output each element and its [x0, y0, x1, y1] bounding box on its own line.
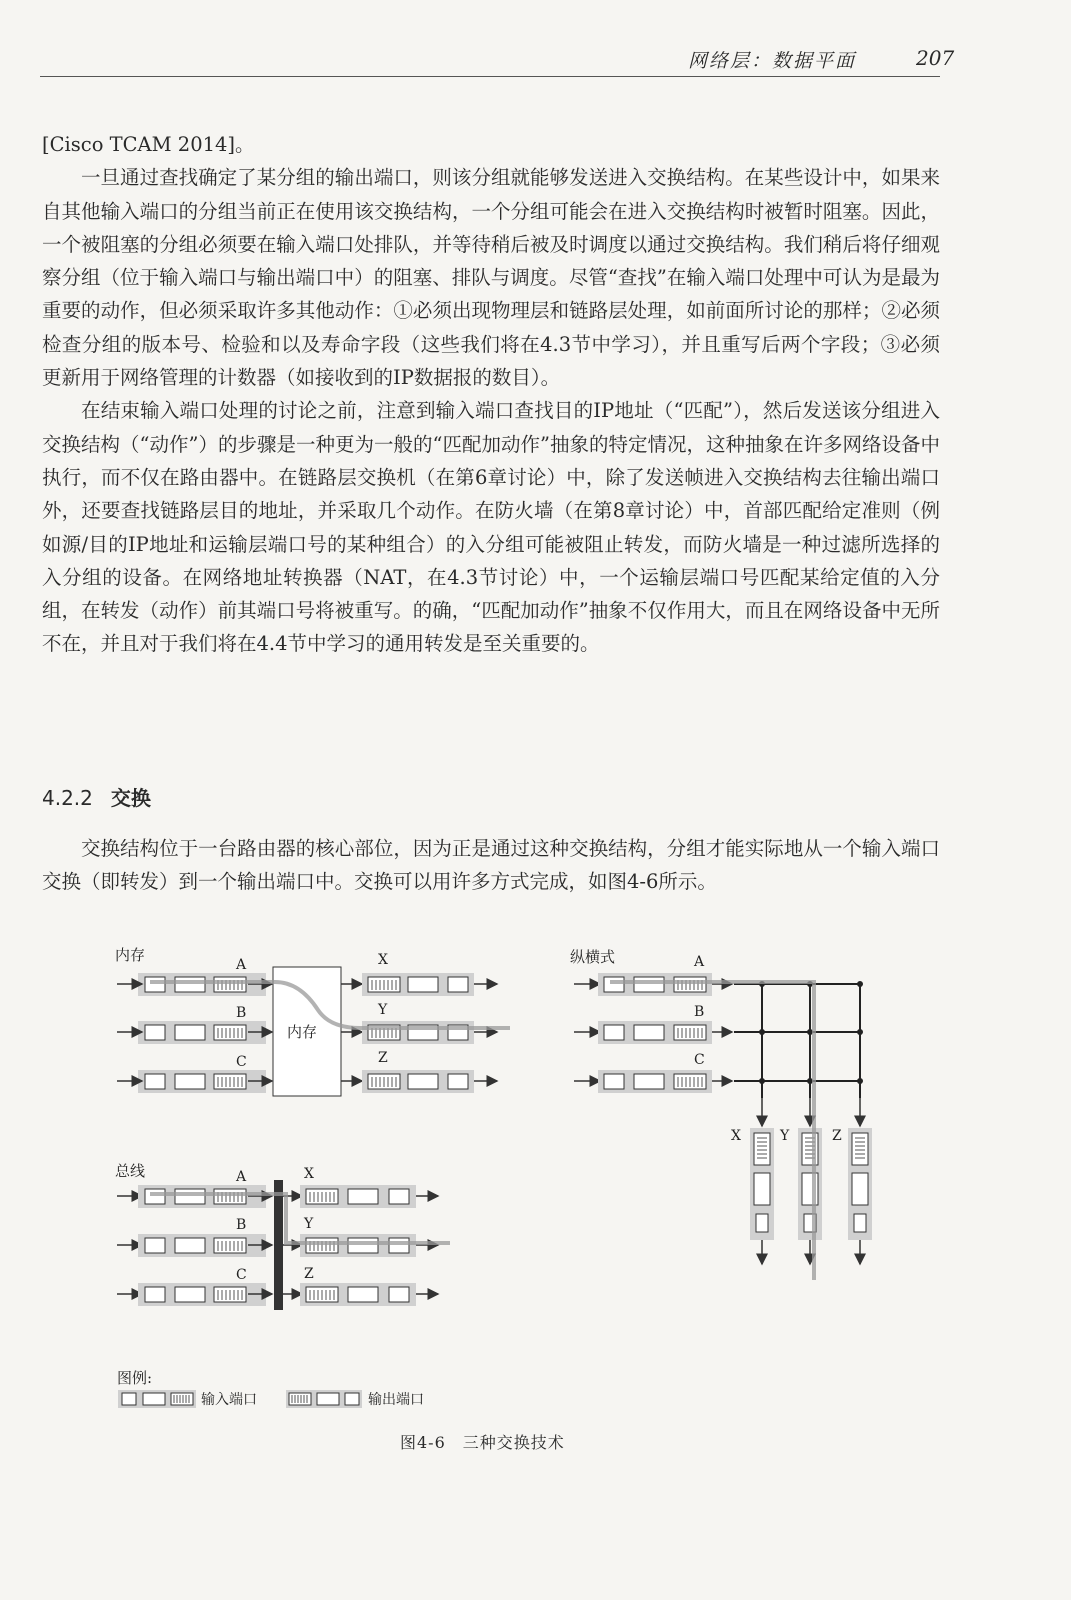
figure-caption: 图4-6 三种交换技术: [400, 1433, 565, 1452]
bus-input-a-label: A: [236, 1169, 247, 1185]
bus-input-port-b: [117, 1217, 272, 1257]
bus-panel-label: 总线: [115, 1162, 146, 1180]
crossbar-output-y-label: Y: [780, 1128, 790, 1144]
crossbar-output-port-z: [832, 1128, 872, 1264]
memory-input-b-label: B: [236, 1005, 247, 1021]
memory-input-c-label: C: [236, 1054, 247, 1070]
running-title: 网络层：数据平面: [688, 50, 857, 72]
crossbar-input-port-b: [574, 1004, 732, 1044]
bus-output-x-label: X: [304, 1166, 314, 1182]
bus-output-port-x: [283, 1166, 438, 1208]
section-title: 交换: [110, 786, 151, 810]
bus-output-port-y: [283, 1216, 438, 1257]
memory-output-z-label: Z: [378, 1050, 388, 1066]
paragraph-2: 在结束输入端口处理的讨论之前，注意到输入端口查找目的IP地址（“匹配”），然后发送该分组进入交换结构（“动作”）的步骤是一种更为一般的“匹配加动作”抽象的特定情况，这种抽象在许多网络设备中执行，而不仅在路由器中。在链路层交换机（在第6章讨论）中，除了发送帧进入交换结构去往输出端口外，还要查找链路层目的地址，并采取几个动作。在防火墙（在第8章讨论）中，首部匹配给定准则（例如源/目的IP地址和运输层端口号的某种组合）的入分组可能被阻止转发，而防火墙是一种过滤所选择的入分组的设备。在网络地址转换器（NAT，在4.3节讨论）中，一个运输层端口号匹配某给定值的入分组，在转发（动作）前其端口号将被重写。的确，“匹配加动作”抽象不仅作用大，而且在网络设备中无所不在，并且对于我们将在4.4节中学习的通用转发是至关重要的。: [42, 399, 940, 656]
memory-panel: [117, 952, 510, 1096]
memory-input-a-label: A: [236, 957, 247, 973]
bus-output-y-label: Y: [304, 1216, 314, 1232]
crossbar-output-z-label: Z: [832, 1128, 842, 1144]
crossbar-input-port-c: [574, 1052, 732, 1093]
crossbar-panel-label: 纵横式: [570, 948, 616, 966]
paragraph-1: 一旦通过查找确定了某分组的输出端口，则该分组就能够发送进入交换结构。在某些设计中，如果来自其他输入端口的分组当前正在使用该交换结构，一个分组可能会在进入交换结构时被暂时阻塞。因此，一个被阻塞的分组必须要在输入端口处排队，并等待稍后被及时调度以通过交换结构。我们稍后将仔细观察分组（位于输入端口与输出端口中）的阻塞、排队与调度。尽管“查找”在输入端口处理中可认为是最为重要的动作，但必须采取许多其他动作：①必须出现物理层和链路层处理，如前面所讨论的那样；②必须检查分组的版本号、检验和以及寿命字段（这些我们将在4.3节中学习），并且重写后两个字段；③必须更新用于网络管理的计数器（如接收到的IP数据报的数目）。: [42, 166, 940, 390]
memory-input-port-b: [117, 1005, 272, 1044]
paragraph-citation: [Cisco TCAM 2014]。: [42, 133, 255, 156]
bus-input-c-label: C: [236, 1267, 247, 1283]
bus-input-port-c: [117, 1267, 272, 1306]
memory-panel-label: 内存: [115, 946, 146, 964]
bus-output-z-label: Z: [304, 1266, 314, 1282]
bus-panel: [117, 1166, 450, 1310]
page-number: 207: [916, 46, 955, 70]
memory-input-port-c: [117, 1054, 272, 1093]
crossbar-grid: [734, 984, 862, 1098]
legend-output-port-label: 输出端口: [368, 1392, 424, 1408]
crossbar-output-x-label: X: [731, 1128, 741, 1144]
crossbar-input-a-label: A: [694, 954, 705, 970]
legend-input-port-label: 输入端口: [201, 1392, 257, 1408]
memory-output-port-x: [341, 952, 497, 996]
paragraph-3: 交换结构位于一台路由器的核心部位，因为正是通过这种交换结构，分组才能实际地从一个输入端口交换（即转发）到一个输出端口中。交换可以用许多方式完成，如图4-6所示。: [42, 837, 940, 894]
bus-output-port-z: [283, 1266, 438, 1306]
legend-title: 图例:: [117, 1369, 153, 1387]
bus-input-b-label: B: [236, 1217, 247, 1233]
crossbar-input-c-label: C: [694, 1052, 705, 1068]
memory-output-port-y: [341, 1002, 497, 1044]
crossbar-input-b-label: B: [694, 1004, 705, 1020]
memory-output-x-label: X: [378, 952, 388, 968]
section-number: 4.2.2: [42, 786, 93, 810]
memory-output-port-z: [341, 1050, 497, 1093]
crossbar-panel: [574, 954, 872, 1280]
crossbar-output-port-x: [731, 1128, 774, 1264]
memory-output-y-label: Y: [378, 1002, 388, 1018]
bus-bar: [274, 1180, 283, 1310]
memory-box-label: 内存: [287, 1023, 318, 1041]
figure-legend: [117, 1369, 424, 1408]
